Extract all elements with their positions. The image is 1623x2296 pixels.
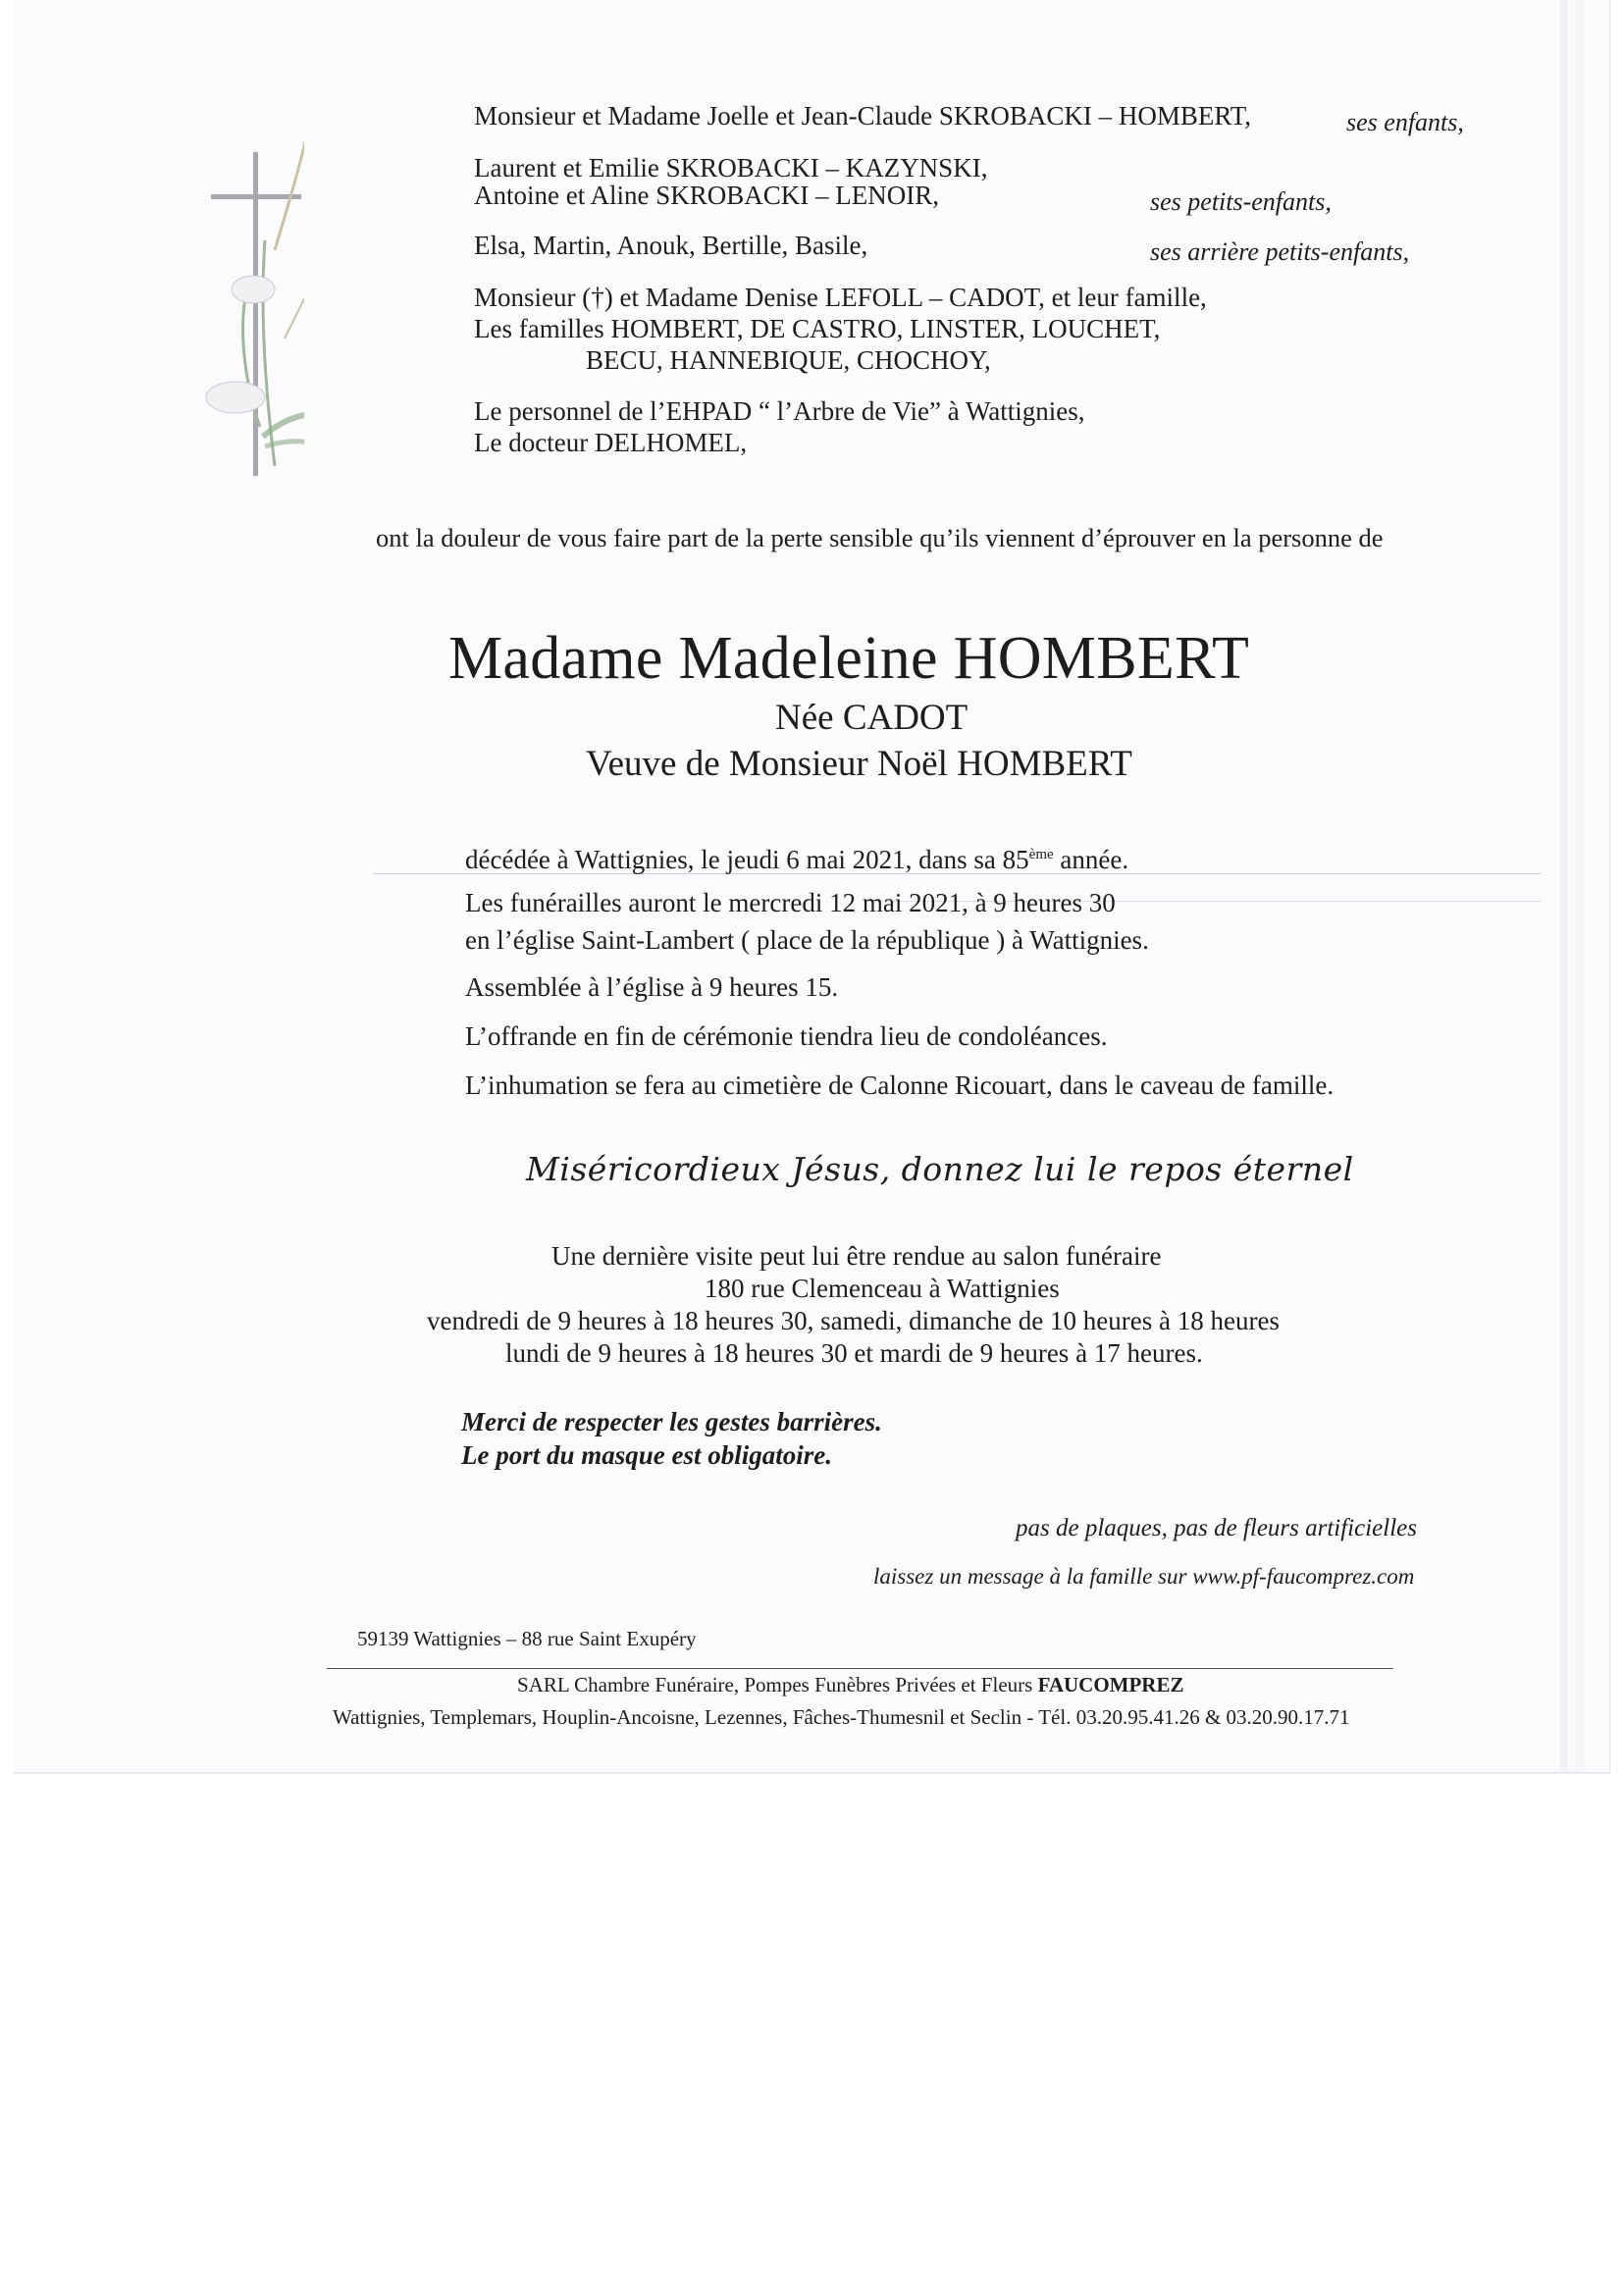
children-label: ses enfants,	[1346, 108, 1464, 136]
grandchildren-line: Antoine et Aline SKROBACKI – LENOIR,	[474, 181, 939, 210]
assembly-line: Assemblée à l’église à 9 heures 15.	[465, 972, 839, 1002]
staff-line: Le personnel de l’EHPAD “ l’Arbre de Vie” à Wattignies,	[474, 396, 1085, 426]
extended-family-line: Monsieur (†) et Madame Denise LEFOLL – CADOT, et leur famille,	[474, 283, 1207, 312]
burial-line: L’inhumation se fera au cimetière de Calonne Ricouart, dans le caveau de famille.	[465, 1070, 1335, 1100]
visit-hours: lundi de 9 heures à 18 heures 30 et mardi de 9 heures à 17 heures.	[505, 1338, 1203, 1368]
grandchildren-line: Laurent et Emilie SKROBACKI – KAZYNSKI,	[474, 153, 988, 183]
grandchildren-label: ses petits-enfants,	[1150, 187, 1332, 216]
doctor-line: Le docteur DELHOMEL,	[474, 428, 748, 457]
online-message: laissez un message à la famille sur www.pf-faucomprez.com	[873, 1564, 1415, 1589]
cross-lily-decoration-icon	[167, 93, 304, 515]
widow-of: Veuve de Monsieur Noël HOMBERT	[586, 744, 1132, 784]
company-line: SARL Chambre Funéraire, Pompes Funèbres Privées et Fleurs FAUCOMPREZ	[517, 1673, 1184, 1696]
extended-family-line: Les familles HOMBERT, DE CASTRO, LINSTER, LOUCHET,	[474, 314, 1161, 343]
footer-divider	[327, 1668, 1393, 1669]
extended-family-line: BECU, HANNEBIQUE, CHOCHOY,	[586, 345, 991, 375]
page-edge	[1575, 0, 1585, 1772]
funeral-home-address: 59139 Wattignies – 88 rue Saint Exupéry	[357, 1627, 697, 1650]
deceased-name: Madame Madeleine HOMBERT	[448, 625, 1250, 692]
death-statement: décédée à Wattignies, le jeudi 6 mai 2021, dans sa 85ème année.	[465, 845, 1129, 874]
visit-address: 180 rue Clemenceau à Wattignies	[705, 1274, 1060, 1303]
company-locations: Wattignies, Templemars, Houplin-Ancoisne, Lezennes, Fâches-Thumesnil et Seclin - Tél. 03.20.95.41.26 & 03.20.90.17.71	[333, 1705, 1350, 1729]
announcement: ont la douleur de vous faire part de la perte sensible qu’ils viennent d’éprouver en la personne de	[376, 523, 1384, 552]
funeral-date-line: Les funérailles auront le mercredi 12 mai 2021, à 9 heures 30	[465, 888, 1116, 917]
flowers-request: pas de plaques, pas de fleurs artificielles	[1016, 1515, 1417, 1541]
prayer: Miséricordieux Jésus, donnez lui le repos éternel	[526, 1150, 1354, 1188]
covid-notice: Le port du masque est obligatoire.	[461, 1440, 832, 1470]
visit-hours: vendredi de 9 heures à 18 heures 30, samedi, dimanche de 10 heures à 18 heures	[427, 1306, 1280, 1335]
offering-line: L’offrande en fin de cérémonie tiendra lieu de condoléances.	[465, 1021, 1108, 1051]
covid-notice: Merci de respecter les gestes barrières.	[461, 1407, 882, 1436]
page-edge	[1560, 0, 1568, 1772]
great-grandchildren-label: ses arrière petits-enfants,	[1150, 237, 1410, 266]
great-grandchildren-line: Elsa, Martin, Anouk, Bertille, Basile,	[474, 231, 868, 260]
maiden-name: Née CADOT	[775, 698, 969, 738]
funeral-place-line: en l’église Saint-Lambert ( place de la république ) à Wattignies.	[465, 925, 1149, 955]
visit-line: Une dernière visite peut lui être rendue au salon funéraire	[551, 1241, 1162, 1271]
children-line: Monsieur et Madame Joelle et Jean-Claude SKROBACKI – HOMBERT,	[474, 101, 1252, 130]
